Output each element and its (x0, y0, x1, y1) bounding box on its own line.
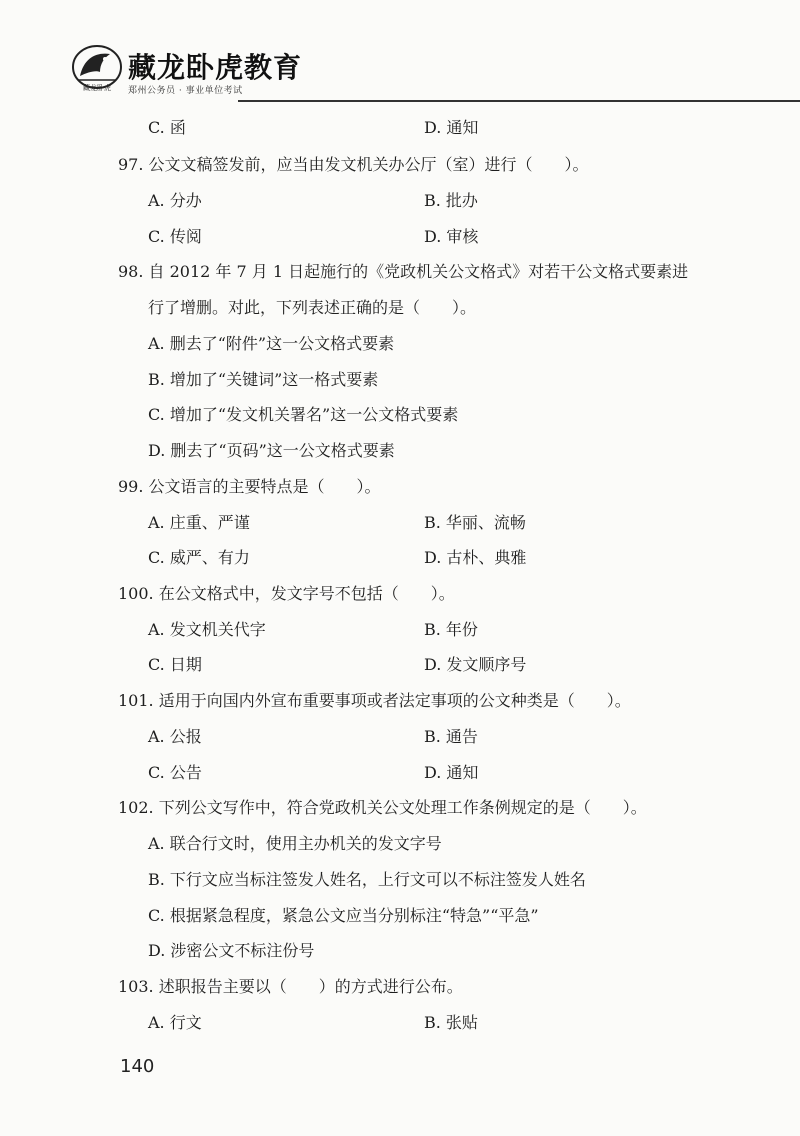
page-number: 140 (120, 1056, 155, 1077)
answer-option: B. 下行文应当标注签发人姓名，上行文可以不标注签发人姓名 (148, 870, 586, 889)
answer-option: C. 日期 (148, 655, 202, 674)
question-text: 97. 公文文稿签发前，应当由发文机关办公厅（室）进行（ ）。 (118, 155, 589, 174)
answer-option: A. 行文 (148, 1013, 202, 1032)
answer-option: D. 删去了“页码”这一公文格式要素 (148, 441, 395, 460)
answer-option: A. 分办 (148, 191, 202, 210)
answer-option: B. 批办 (424, 191, 478, 210)
answer-option: C. 威严、有力 (148, 548, 250, 567)
question-text: 101. 适用于向国内外宣布重要事项或者法定事项的公文种类是（ ）。 (118, 691, 631, 710)
answer-option: D. 涉密公文不标注份号 (148, 941, 315, 960)
answer-option: D. 通知 (424, 763, 479, 782)
svg-text:藏龙卧虎: 藏龙卧虎 (83, 84, 111, 92)
answer-option: D. 审核 (424, 227, 479, 246)
brand-name: 藏龙卧虎教育 (128, 51, 303, 84)
answer-option: C. 传阅 (148, 227, 202, 246)
question-text: 行了增删。对此，下列表述正确的是（ ）。 (148, 298, 477, 317)
question-text: 99. 公文语言的主要特点是（ ）。 (118, 477, 381, 496)
answer-option: C. 增加了“发文机关署名”这一公文格式要素 (148, 405, 459, 424)
answer-option: C. 公告 (148, 763, 202, 782)
answer-option: B. 通告 (424, 727, 478, 746)
answer-option: A. 公报 (148, 727, 202, 746)
answer-option: B. 张贴 (424, 1013, 478, 1032)
answer-option: A. 发文机关代字 (148, 620, 266, 639)
answer-option: D. 发文顺序号 (424, 655, 527, 674)
answer-option: D. 通知 (424, 118, 479, 137)
answer-option: D. 古朴、典雅 (424, 548, 527, 567)
brand-tagline: 郑州公务员 · 事业单位考试 (128, 86, 243, 96)
answer-option: C. 函 (148, 118, 186, 137)
answer-option: A. 联合行文时，使用主办机关的发文字号 (148, 834, 442, 853)
answer-option: B. 增加了“关键词”这一格式要素 (148, 370, 379, 389)
answer-option: A. 庄重、严谨 (148, 513, 250, 532)
question-text: 100. 在公文格式中，发文字号不包括（ ）。 (118, 584, 455, 603)
question-text: 98. 自 2012 年 7 月 1 日起施行的《党政机关公文格式》对若干公文格式要素进 (118, 262, 689, 281)
answer-option: B. 华丽、流畅 (424, 513, 526, 532)
question-text: 102. 下列公文写作中，符合党政机关公文处理工作条例规定的是（ ）。 (118, 798, 647, 817)
answer-option: C. 根据紧急程度，紧急公文应当分别标注“特急”“平急” (148, 906, 539, 925)
answer-option: A. 删去了“附件”这一公文格式要素 (148, 334, 395, 353)
answer-option: B. 年份 (424, 620, 478, 639)
question-text: 103. 述职报告主要以（ ）的方式进行公布。 (118, 977, 463, 996)
